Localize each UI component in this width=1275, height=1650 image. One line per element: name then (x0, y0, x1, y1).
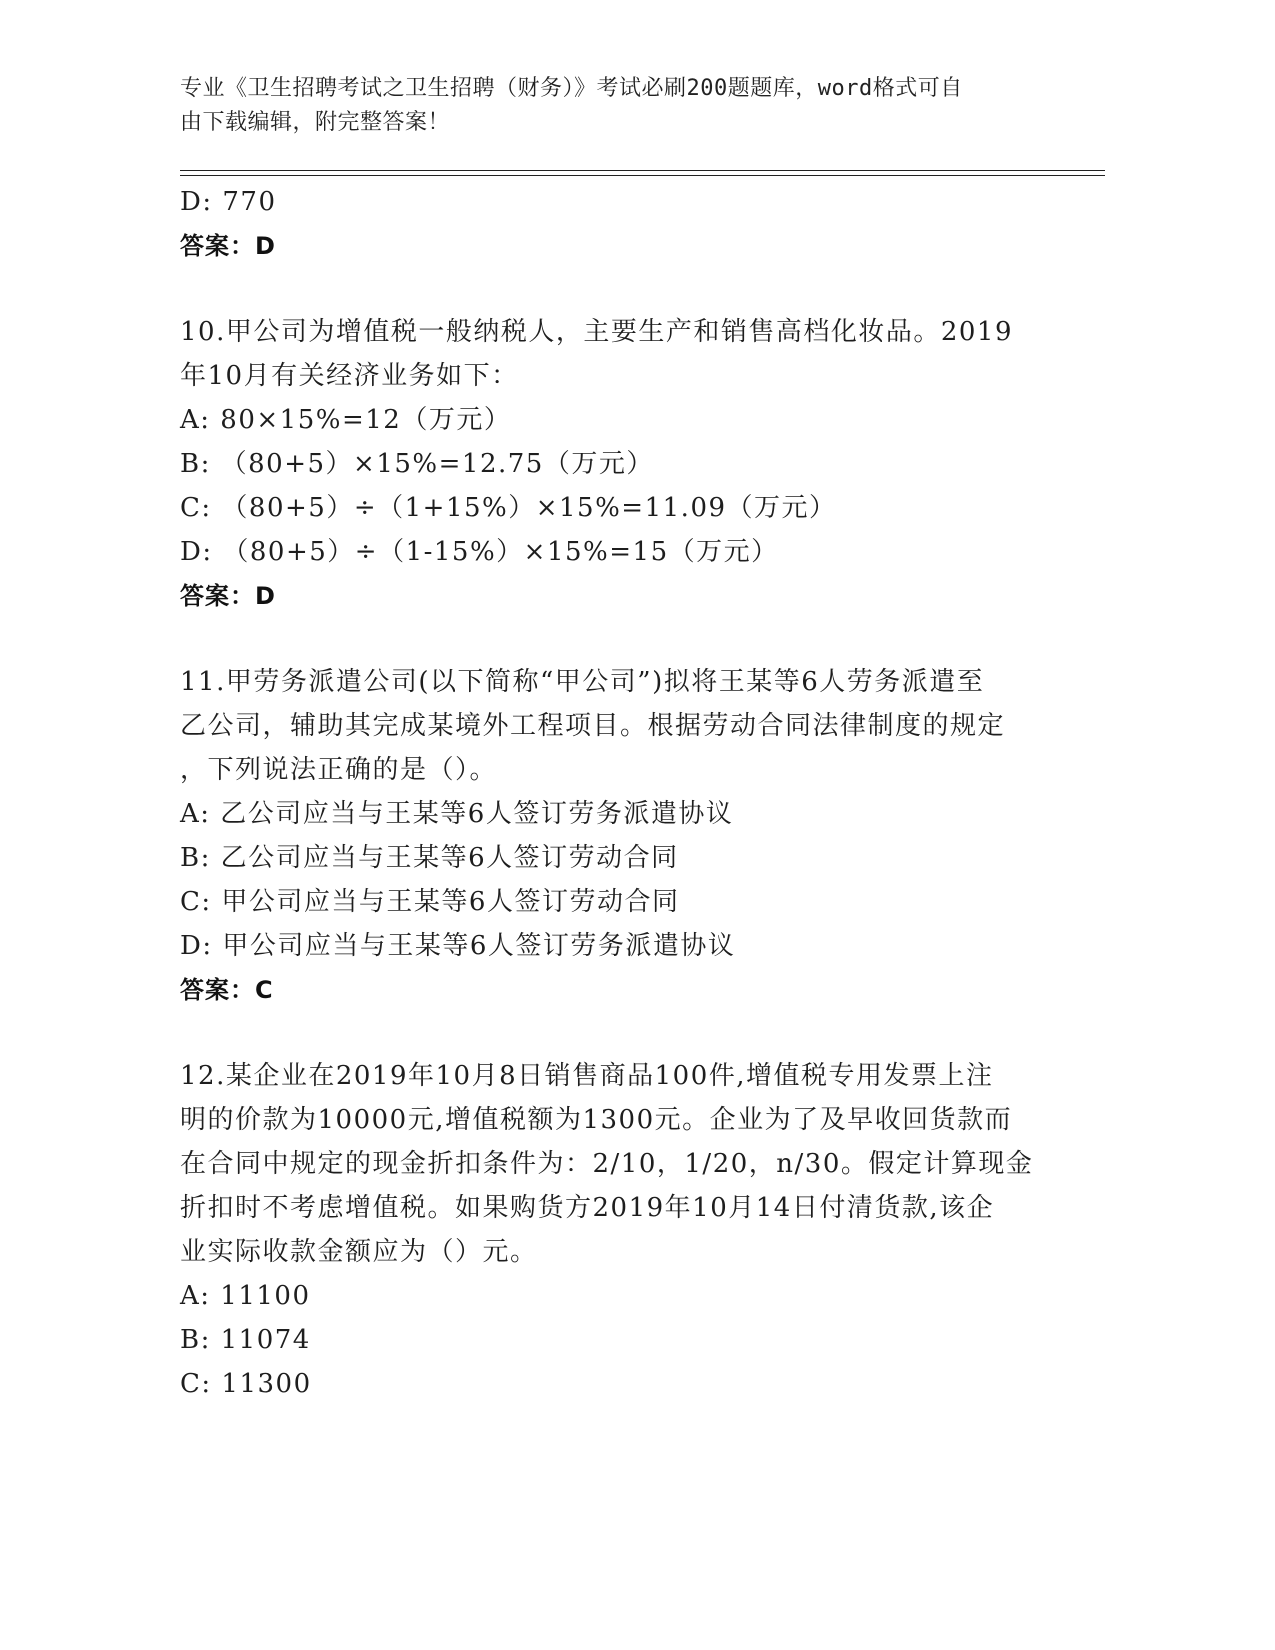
question-text-line: 在合同中规定的现金折扣条件为：2/10，1/20，n/30。假定计算现金 (180, 1149, 1034, 1179)
option-c: C: （80+5）÷（1+15%）×15%=11.09（万元） (180, 493, 837, 523)
question-text (180, 660, 1040, 792)
previous-question-tail (180, 180, 1040, 268)
header-rule-top (180, 170, 1105, 171)
question-text-line: 业实际收款金额应为（）元。 (180, 1237, 538, 1267)
page-header (180, 72, 1040, 140)
option-a: A: 80×15%=12（万元） (180, 405, 512, 435)
question-10 (180, 310, 1040, 618)
answer-line: 答案：D (180, 582, 276, 610)
option-c: C: 11300 (180, 1369, 312, 1399)
header-line-1: 专业《卫生招聘考试之卫生招聘（财务）》考试必刷200题题库，word格式可自 (180, 76, 963, 101)
option-d: D: （80+5）÷（1-15%）×15%=15（万元） (180, 537, 779, 567)
answer-line: 答案：D (180, 232, 276, 260)
question-text-line: ，下列说法正确的是（）。 (180, 755, 498, 785)
question-text (180, 310, 1040, 398)
document-body (180, 180, 1040, 1406)
question-11 (180, 660, 1040, 1012)
option-b: B: 11074 (180, 1325, 311, 1355)
question-12 (180, 1054, 1040, 1406)
question-text-line: 折扣时不考虑增值税。如果购货方2019年10月14日付清货款,该企 (180, 1193, 995, 1223)
option-d: D: 770 (180, 187, 277, 217)
header-line-2: 由下载编辑，附完整答案！ (180, 110, 451, 135)
question-text-line: 乙公司，辅助其完成某境外工程项目。根据劳动合同法律制度的规定 (180, 711, 1006, 741)
option-b: B: 乙公司应当与王某等6人签订劳动合同 (180, 843, 679, 873)
answer-line: 答案：C (180, 976, 274, 1004)
header-rule-bottom (180, 175, 1105, 176)
option-d: D: 甲公司应当与王某等6人签订劳务派遣协议 (180, 931, 736, 961)
question-text-line: 10.甲公司为增值税一般纳税人，主要生产和销售高档化妆品。2019 (180, 317, 1014, 347)
question-text-line: 年10月有关经济业务如下： (180, 361, 519, 391)
option-b: B: （80+5）×15%=12.75（万元） (180, 449, 654, 479)
question-text (180, 1054, 1040, 1274)
option-a: A: 11100 (180, 1281, 311, 1311)
question-text-line: 明的价款为10000元,增值税额为1300元。企业为了及早收回货款而 (180, 1105, 1013, 1135)
question-text-line: 12.某企业在2019年10月8日销售商品100件,增值税专用发票上注 (180, 1061, 994, 1091)
option-c: C: 甲公司应当与王某等6人签订劳动合同 (180, 887, 680, 917)
question-text-line: 11.甲劳务派遣公司(以下简称“甲公司”)拟将王某等6人劳务派遣至 (180, 667, 985, 697)
option-a: A: 乙公司应当与王某等6人签订劳务派遣协议 (180, 799, 734, 829)
